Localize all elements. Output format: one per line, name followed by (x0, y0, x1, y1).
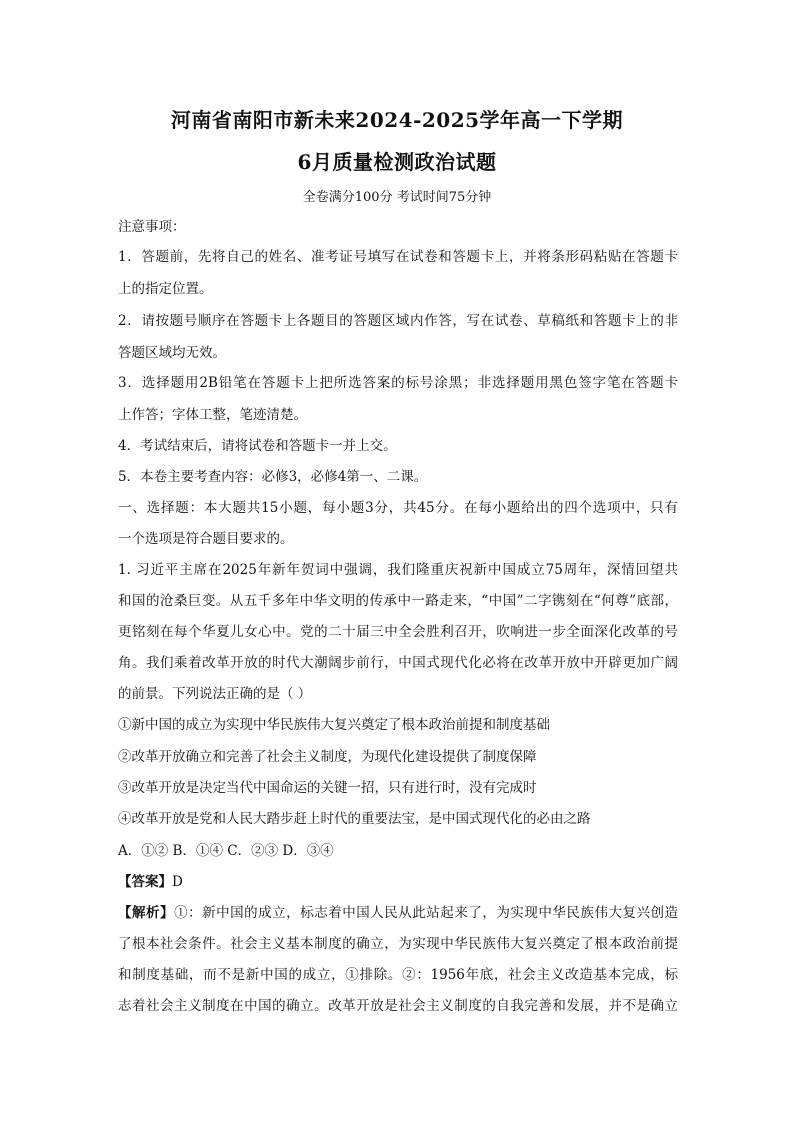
question-option: ③改革开放是决定当代中国命运的关键一招，只有进行时，没有完成时 (118, 780, 537, 796)
question-option: ④改革开放是党和人民大踏步赶上时代的重要法宝，是中国式现代化的必由之路 (118, 811, 591, 827)
section-heading: 一、选择题：本大题共15小题，每小题3分，共45分。在每小题给出的四个选项中，只有 (118, 500, 678, 516)
answer-tag: 【答案】 (118, 874, 172, 890)
notice-line: 2．请按题号顺序在答题卡上各题目的答题区域内作答，写在试卷、草稿纸和答题卡上的非 (118, 313, 678, 329)
analysis-line: 了根本社会条件。社会主义基本制度的确立，为实现中华民族伟大复兴奠定了根本政治前提 (118, 936, 678, 952)
question-text: 1. 习近平主席在2025年新年贺词中强调，我们隆重庆祝新中国成立75周年，深情回望共 (118, 562, 678, 578)
notice-line: 上的指定位置。 (118, 281, 213, 297)
notice-line: 上作答；字体工整，笔迹清楚。 (118, 407, 307, 423)
section-heading: 一个选项是符合题目要求的。 (118, 531, 294, 547)
answer-choices: A．①② B．①④ C．②③ D．③④ (118, 843, 334, 859)
exam-title-line1: 河南省南阳市新未来2024-2025学年高一下学期 (170, 108, 624, 132)
notice-line: 3．选择题用2B铅笔在答题卡上把所选答案的标号涂黑；非选择题用黑色签字笔在答题卡 (118, 375, 678, 391)
question-text: 角。我们乘着改革开放的时代大潮阔步前行，中国式现代化必将在改革开放中开辟更加广阔 (118, 655, 678, 671)
question-text: 更铭刻在每个华夏儿女心中。党的二十届三中全会胜利召开，吹响进一步全面深化改革的号 (118, 624, 678, 640)
notice-line: 4．考试结束后，请将试卷和答题卡一并上交。 (118, 438, 397, 454)
answer-value: D (172, 874, 183, 890)
answer-line (118, 873, 678, 891)
analysis-line: 和制度基础，而不是新中国的成立，①排除。②：1956年底，社会主义改造基本完成，标 (118, 967, 678, 983)
analysis-line (118, 904, 678, 922)
exam-title-line2: 6月质量检测政治试题 (297, 150, 497, 174)
question-option: ①新中国的成立为实现中华民族伟大复兴奠定了根本政治前提和制度基础 (118, 717, 550, 733)
question-text: 的前景。下列说法正确的是（ ） (118, 686, 312, 702)
question-text: 和国的沧桑巨变。从五千多年中华文明的传承中一路走来，“中国”二字镌刻在“何尊”底部， (118, 593, 678, 609)
notice-line: 答题区域均无效。 (118, 345, 226, 361)
notice-line: 1．答题前，先将自己的姓名、准考证号填写在试卷和答题卡上，并将条形码粘贴在答题卡 (118, 249, 678, 265)
exam-subtitle: 全卷满分100分 考试时间75分钟 (302, 190, 492, 205)
notice-line: 5．本卷主要考查内容：必修3，必修4第一、二课。 (118, 469, 428, 485)
notice-heading: 注意事项： (118, 219, 186, 235)
analysis-line: 志着社会主义制度在中国的确立。改革开放是社会主义制度的自我完善和发展，并不是确立 (118, 998, 678, 1014)
question-option: ②改革开放确立和完善了社会主义制度，为现代化建设提供了制度保障 (118, 749, 537, 765)
analysis-text: ①：新中国的成立，标志着中国人民从此站起来了，为实现中华民族伟大复兴创造 (174, 905, 678, 921)
analysis-tag: 【解析】 (118, 905, 175, 921)
